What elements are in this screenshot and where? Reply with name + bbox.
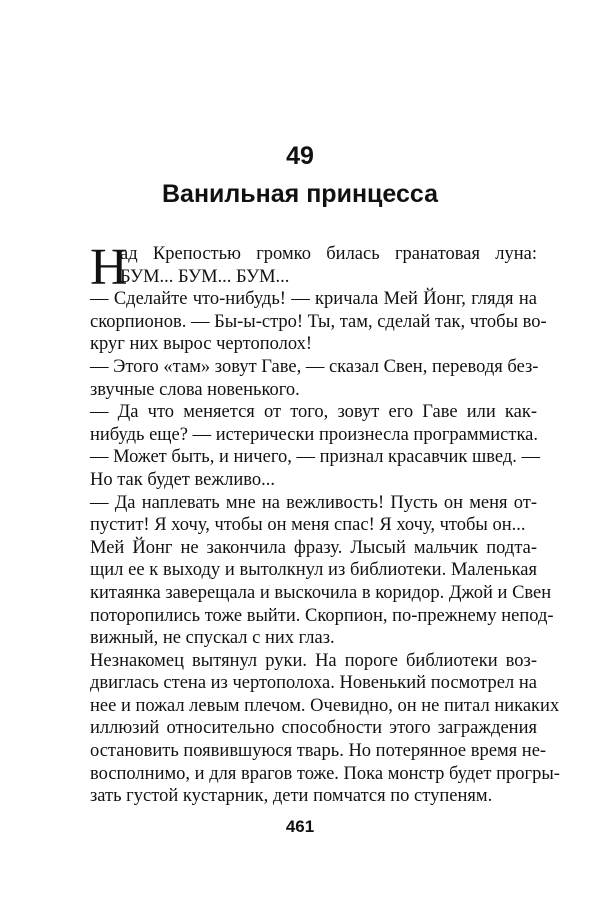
text-line: БУМ... БУМ... БУМ... (120, 266, 290, 287)
text-line: Мей Йонг не закончила фразу. Лысый мальчик подта- (90, 537, 537, 558)
text-line: поторопились тоже выйти. Скорпион, по-прежнему непод- (90, 605, 554, 626)
chapter-title: Ванильная принцесса (161, 180, 438, 208)
text-line: вижный, не спускал с них глаз. (90, 628, 335, 649)
text-line: — Да что меняется от того, зовут его Гаве или как- (90, 402, 537, 423)
chapter-number: 49 (286, 142, 314, 170)
text-line: Незнакомец вытянул руки. На пороге библиотеки воз- (90, 650, 537, 671)
text-line: нее и пожал левым плечом. Очевидно, он не питал никаких (90, 695, 560, 716)
paragraph (90, 401, 537, 446)
text-line: ад Крепостью громко билась гранатовая луна: (120, 244, 537, 264)
text-line: щил ее к выходу и вытолкнул из библиотеки. Маленькая (90, 560, 537, 581)
text-line: — Да наплевать мне на вежливость! Пусть он меня от- (90, 492, 537, 513)
text-line: Но так будет вежливо... (90, 469, 275, 490)
text-line: двиглась стена из чертополоха. Новенький посмотрел на (90, 673, 537, 694)
paragraph (90, 537, 554, 650)
text-line: круг них вырос чертополох! (90, 334, 313, 355)
paragraph (90, 446, 541, 491)
text-line: — Может быть, и ничего, — признал красавчик швед. — (90, 447, 541, 468)
text-line: — Сделайте что-нибудь! — кричала Мей Йонг, глядя на (90, 289, 537, 310)
paragraph (90, 492, 537, 537)
paragraph (90, 650, 560, 808)
text-line: — Этого «там» зовут Гаве, — сказал Свен, переводя без- (90, 356, 539, 377)
drop-cap-letter: Н (90, 239, 128, 296)
text-line: иллюзий относительно способности этого заграждения (90, 718, 537, 739)
text-line: звучные слова новенького. (90, 379, 300, 400)
text-line: пустит! Я хочу, чтобы он меня спас! Я хочу, чтобы он... (90, 515, 526, 536)
paragraph (90, 356, 537, 401)
opening-paragraph (90, 239, 537, 296)
text-line: остановить появившуюся тварь. Но потерянное время не- (90, 741, 547, 762)
page-number: 461 (285, 817, 315, 836)
text-line: китаянка заверещала и выскочила в коридор. Джой и Свен (90, 582, 552, 603)
paragraph (90, 288, 547, 356)
text-line: зать густой кустарник, дети помчатся по ступеням. (90, 786, 493, 807)
chapter-body (90, 239, 560, 808)
text-line: нибудь еще? — истерически произнесла программистка. (90, 424, 539, 445)
text-line: восполнимо, и для врагов тоже. Пока монстр будет прогры- (90, 763, 560, 784)
text-line: скорпионов. — Бы-ы-стро! Ты, там, сделай так, чтобы во- (90, 311, 547, 332)
